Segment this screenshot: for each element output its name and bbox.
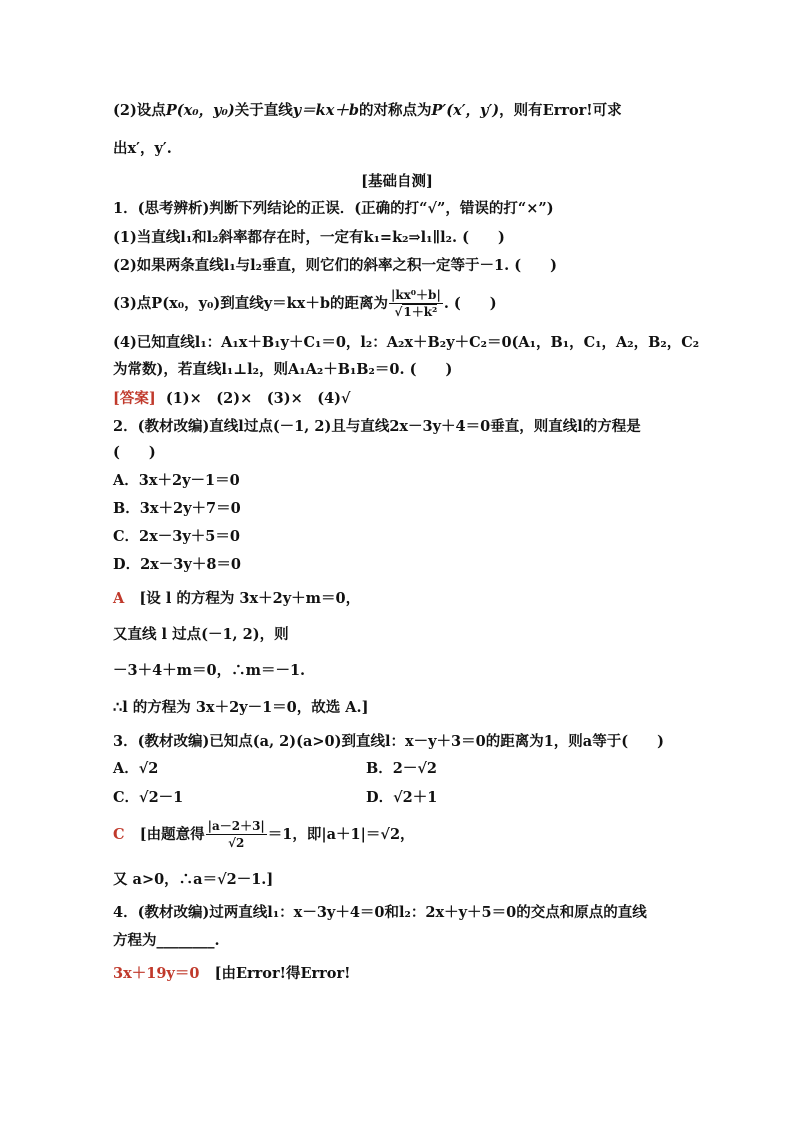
q3-option-c: C．√2－1 (113, 789, 184, 806)
q1-s3-paren: . ( ) (443, 295, 497, 312)
intro-text: ，则有Error!可求 (499, 102, 622, 119)
intro-sym-point: P′(x′，y′) (431, 102, 500, 119)
q4-stem: 4．(教材改编)过两直线l₁：x－3y＋4＝0和l₂：2x＋y＋5＝0的交点和原点的直线 (113, 904, 647, 921)
intro-text: 关于直线 (234, 102, 293, 119)
intro-line-1 (113, 101, 622, 121)
distance-fraction (389, 288, 443, 320)
q2-option-c: C．2x－3y＋5＝0 (113, 528, 240, 545)
answer-text: 3x＋19y＝0 (113, 965, 200, 982)
q1-statement-3 (113, 284, 497, 324)
solution-text: [由Error!得Error! (214, 965, 351, 982)
q2-solution-1 (113, 589, 360, 609)
q1-statement-4-line-2: 为常数)，若直线l₁⊥l₂，则A₁A₂＋B₁B₂＝0. ( ) (113, 361, 453, 378)
q3-option-b: B．2－√2 (366, 760, 437, 777)
q1-statement-2: (2)如果两条直线l₁与l₂垂直，则它们的斜率之积一定等于－1. ( ) (113, 257, 557, 274)
fraction-denominator (389, 304, 443, 320)
solution-text: [设 l 的方程为 3x＋2y＋m＝0， (139, 590, 361, 607)
q3-solution-2: 又 a>0，∴a＝√2－1.] (113, 871, 274, 888)
intro-point: P(x₀，y₀) (165, 102, 235, 119)
sqrt-radicand: 1＋k² (403, 305, 438, 319)
answer-label: [答案] (113, 390, 156, 407)
answer-letter: C (113, 826, 125, 843)
solution-fraction (206, 819, 267, 851)
section-title: [基础自测] (361, 173, 433, 190)
q2-solution-3: －3＋4＋m＝0，∴m＝－1. (113, 662, 306, 679)
q2-stem: 2．(教材改编)直线l过点(－1, 2)且与直线2x－3y＋4＝0垂直，则直线l的方程是 (113, 418, 641, 435)
q2-paren: ( ) (113, 444, 156, 461)
intro-text: (2)设点 (113, 102, 166, 119)
q1-s3-text: (3)点P(x₀，y₀)到直线y＝kx＋b的距离为 (113, 295, 388, 312)
intro-text: 的对称点为 (358, 102, 432, 119)
q4-stem-2: 方程为________. (113, 932, 220, 949)
solution-text: ＝1，即|a＋1|＝√2， (267, 826, 415, 843)
q4-solution (113, 964, 350, 984)
q1-statement-1: (1)当直线l₁和l₂斜率都存在时，一定有k₁=k₂⇒l₁∥l₂. ( ) (113, 229, 505, 246)
fraction-denominator: √2 (228, 836, 245, 850)
q3-option-d: D．√2＋1 (366, 789, 438, 806)
q1-statement-4-line-1: (4)已知直线l₁：A₁x＋B₁y＋C₁＝0，l₂：A₂x＋B₂y＋C₂＝0(A₁，B₁，C₁，A₂，B₂，C₂ (113, 334, 700, 351)
fraction-numerator: |kx⁰＋b| (390, 288, 441, 302)
sqrt-sign: √ (394, 305, 403, 319)
q2-option-a: A．3x＋2y－1＝0 (113, 472, 240, 489)
q1-answer (113, 389, 351, 409)
q2-solution-2: 又直线 l 过点(－1, 2)，则 (113, 626, 289, 643)
fraction-numerator: |a－2＋3| (207, 819, 265, 833)
q2-option-d: D．2x－3y＋8＝0 (113, 556, 242, 573)
answer-letter: A (113, 590, 125, 607)
q1-stem: 1．(思考辨析)判断下列结论的正误．(正确的打“√”，错误的打“×”) (113, 200, 554, 217)
q3-option-a: A．√2 (113, 760, 159, 777)
answer-text: (1)× (2)× (3)× (4)√ (165, 390, 351, 407)
q2-option-b: B．3x＋2y＋7＝0 (113, 500, 241, 517)
solution-text: [由题意得 (139, 826, 205, 843)
q3-solution-1 (113, 815, 415, 855)
q3-stem: 3．(教材改编)已知点(a, 2)(a>0)到直线l：x－y＋3＝0的距离为1，则a等于( ) (113, 733, 664, 750)
intro-line-2: 出x′，y′. (113, 140, 172, 157)
intro-line-eq: y＝kx＋b (292, 102, 359, 119)
q2-solution-4: ∴l 的方程为 3x＋2y－1＝0，故选 A.] (113, 699, 369, 716)
